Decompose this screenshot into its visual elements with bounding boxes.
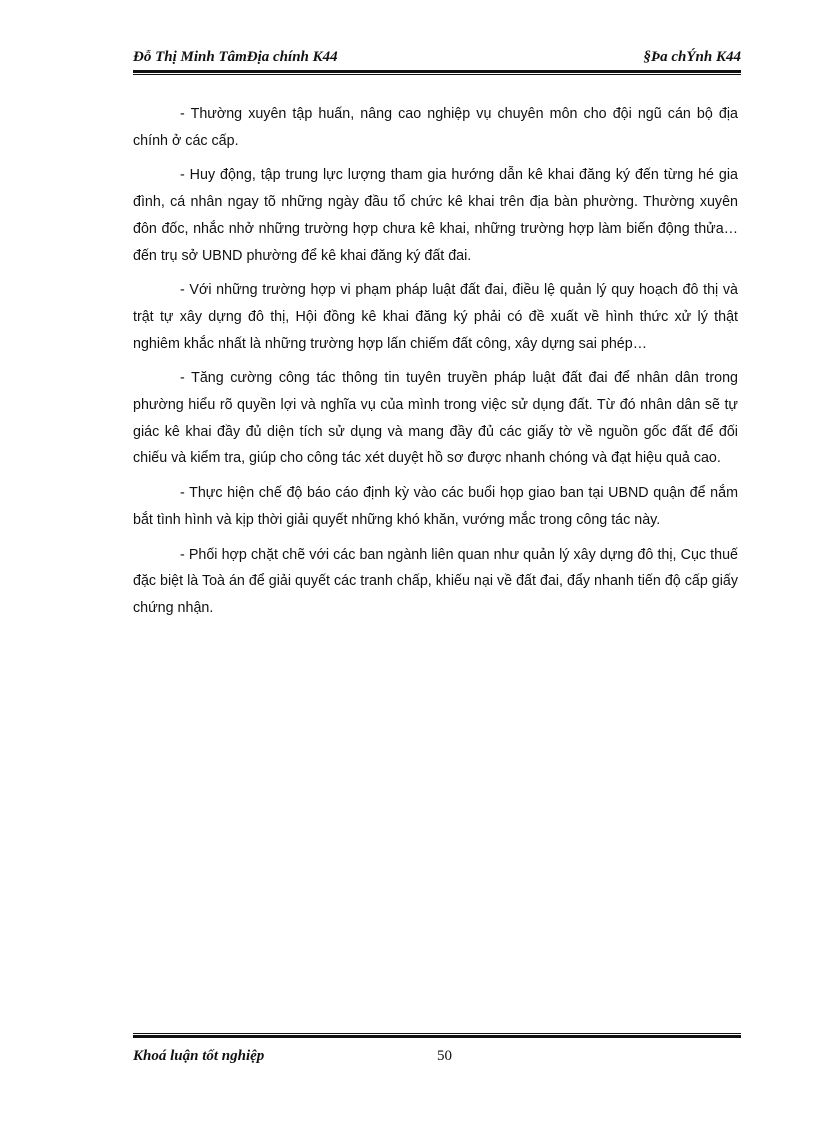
document-body <box>133 101 738 630</box>
page-number: 50 <box>437 1048 452 1064</box>
paragraph: - Tăng cường công tác thông tin tuyên truyền pháp luật đất đai để nhân dân trong phường hiểu rõ quyền lợi và nghĩa vụ của mình trong việc sử dụng đất. Từ đó nhân dân sẽ tự giác kê khai đầy đủ diện tích sử dụng và mang đầy đủ các giấy tờ về nguồn gốc đất để đối chiếu và kiểm tra, giúp cho công tác xét duyệt hồ sơ được nhanh chóng và đạt hiệu quả cao. <box>133 370 738 467</box>
paragraph: - Thực hiện chế độ báo cáo định kỳ vào các buổi họp giao ban tại UBND quận để nắm bắt tình hình và kịp thời giải quyết những khó khăn, vướng mắc trong công tác này. <box>133 485 738 528</box>
header-author-title: Đỗ Thị Minh TâmĐịa chính K44 <box>133 49 338 65</box>
header-rule <box>133 70 741 75</box>
paragraph: - Phối hợp chặt chẽ với các ban ngành liên quan như quản lý xây dựng đô thị, Cục thuế đặc biệt là Toà án để giải quyết các tranh chấp, khiếu nại về đất đai, đẩy nhanh tiến độ cấp giấy chứng nhận. <box>133 546 738 616</box>
paragraph: - Với những trường hợp vi phạm pháp luật đất đai, điều lệ quản lý quy hoạch đô thị và trật tự xây dựng đô thị, Hội đồng kê khai đăng ký phải có đề xuất về hình thức xử lý thật nghiêm khắc nhất là những trường hợp lấn chiếm đất công, xây dựng sai phép… <box>133 282 738 352</box>
paragraph: - Huy động, tập trung lực lượng tham gia hướng dẫn kê khai đăng ký đến từng hé gia đình, cá nhân ngay tõ những ngày đầu tổ chức kê khai trên địa bàn phường. Thường xuyên đôn đốc, nhắc nhở những trường hợp chưa kê khai, những trường hợp làm biến động thửa… đến trụ sở UBND phường để kê khai đăng ký đất đai. <box>133 167 738 264</box>
footer-rule <box>133 1033 741 1038</box>
footer-thesis-label: Khoá luận tốt nghiệp <box>133 1048 265 1064</box>
header-course-title: §Þa chÝnh K44 <box>643 49 741 65</box>
paragraph: - Thường xuyên tập huấn, nâng cao nghiệp vụ chuyên môn cho đội ngũ cán bộ địa chính ở các cấp. <box>133 106 738 149</box>
